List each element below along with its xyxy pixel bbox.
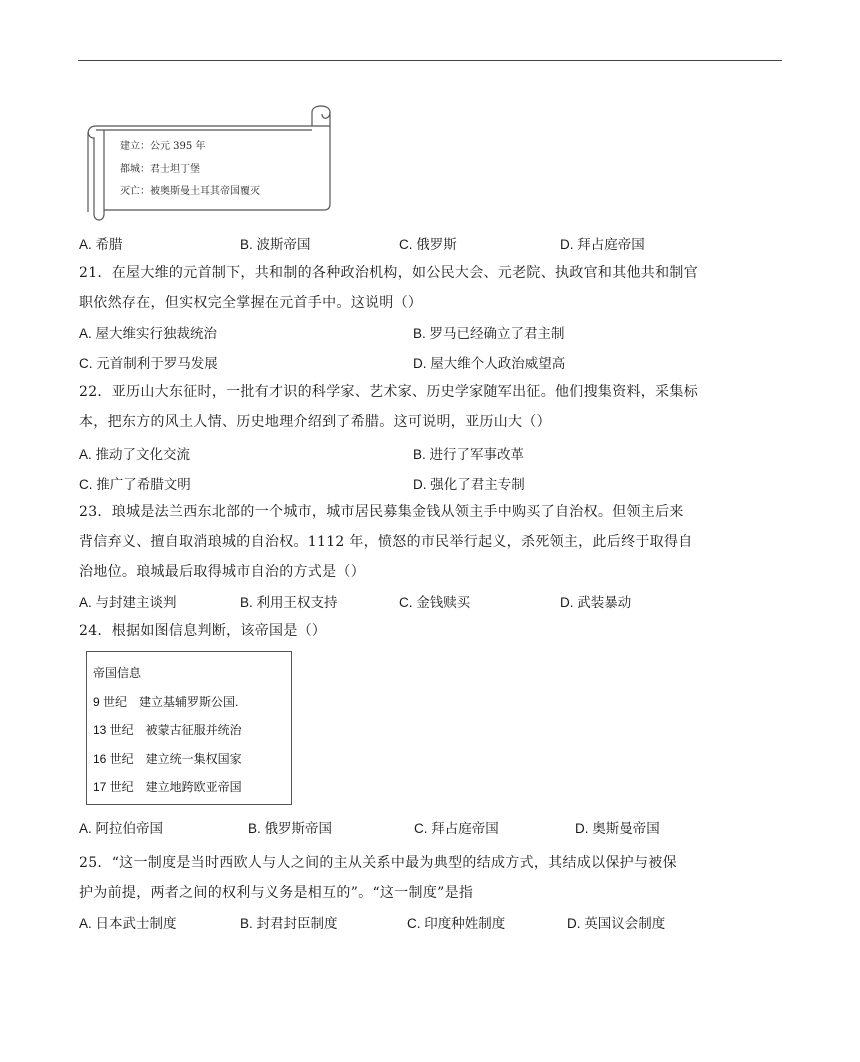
- q23-text-line1: 23．琅城是法兰西东北部的一个城市，城市居民募集金钱从领主手中购买了自治权。但领主后来: [79, 504, 684, 520]
- q23-option-d[interactable]: D. 武装暴动: [560, 595, 632, 610]
- q22-text-line1: 22．亚历山大东征时，一批有才识的科学家、艺术家、历史学家随军出征。他们搜集资料，采集标: [79, 384, 699, 400]
- q25-text-line2: 护为前提，两者之间的权利与义务是相互的”。“这一制度”是指: [79, 885, 474, 901]
- q22-option-c[interactable]: C. 推广了希腊文明: [79, 477, 191, 492]
- q24-option-b[interactable]: B. 俄罗斯帝国: [248, 821, 333, 836]
- q22-option-b[interactable]: B. 进行了军事改革: [413, 447, 525, 462]
- q23-option-c[interactable]: C. 金钱赎买: [399, 595, 471, 610]
- q25-text-line1: 25．“这一制度是当时西欧人与人之间的主从关系中最为典型的结成方式，其结成以保护与被保: [79, 855, 677, 871]
- q21-option-a[interactable]: A. 屋大维实行独裁统治: [79, 326, 218, 341]
- q22-option-a[interactable]: A. 推动了文化交流: [79, 447, 191, 462]
- q24-text-line1: 24．根据如图信息判断，该帝国是（）: [79, 623, 327, 639]
- q21-option-d[interactable]: D. 屋大维个人政治威望高: [413, 356, 566, 371]
- scroll-line: 都城：君士坦丁堡: [120, 164, 200, 175]
- q21-text-line2: 职依然存在，但实权完全掌握在元首手中。这说明（）: [79, 295, 423, 311]
- q25-option-d[interactable]: D. 英国议会制度: [567, 916, 666, 931]
- q23-text-line3: 治地位。琅城最后取得城市自治的方式是（）: [79, 564, 365, 580]
- q22-text-line2: 本，把东方的风土人情、历史地理介绍到了希腊。这可说明，亚历山大（）: [79, 414, 551, 430]
- empire-info-line: 13 世纪 被蒙古征服并统治: [93, 723, 242, 737]
- q21-option-b[interactable]: B. 罗马已经确立了君主制: [413, 326, 565, 341]
- q20-option-d[interactable]: D. 拜占庭帝国: [560, 237, 645, 252]
- scroll-line: 建立：公元 395 年: [120, 141, 206, 152]
- empire-info-title: 帝国信息: [93, 666, 142, 680]
- q23-option-b[interactable]: B. 利用王权支持: [240, 595, 338, 610]
- empire-info-line: 16 世纪 建立统一集权国家: [93, 752, 242, 766]
- empire-info-line: 17 世纪 建立地跨欧亚帝国: [93, 780, 242, 794]
- q25-option-b[interactable]: B. 封君封臣制度: [240, 916, 338, 931]
- header-rule: [78, 60, 782, 61]
- q24-option-c[interactable]: C. 拜占庭帝国: [414, 821, 499, 836]
- scroll-line: 灭亡：被奥斯曼土耳其帝国覆灭: [120, 186, 260, 197]
- q23-option-a[interactable]: A. 与封建主谈判: [79, 595, 177, 610]
- q23-text-line2: 背信弃义、擅自取消琅城的自治权。1112 年，愤怒的市民举行起义，杀死领主，此后终于取得自: [79, 534, 693, 550]
- q21-option-c[interactable]: C. 元首制利于罗马发展: [79, 356, 218, 371]
- q24-option-d[interactable]: D. 奥斯曼帝国: [575, 821, 660, 836]
- q25-option-c[interactable]: C. 印度种姓制度: [407, 916, 506, 931]
- q21-text-line1: 21．在屋大维的元首制下，共和制的各种政治机构，如公民大会、元老院、执政官和其他共和制官: [79, 265, 699, 281]
- q24-option-a[interactable]: A. 阿拉伯帝国: [79, 821, 164, 836]
- q20-option-c[interactable]: C. 俄罗斯: [399, 237, 457, 252]
- q20-option-a[interactable]: A. 希腊: [79, 237, 123, 252]
- q22-option-d[interactable]: D. 强化了君主专制: [413, 477, 525, 492]
- q20-option-b[interactable]: B. 波斯帝国: [240, 237, 311, 252]
- q25-option-a[interactable]: A. 日本武士制度: [79, 916, 177, 931]
- empire-info-line: 9 世纪 建立基辅罗斯公国.: [93, 695, 239, 709]
